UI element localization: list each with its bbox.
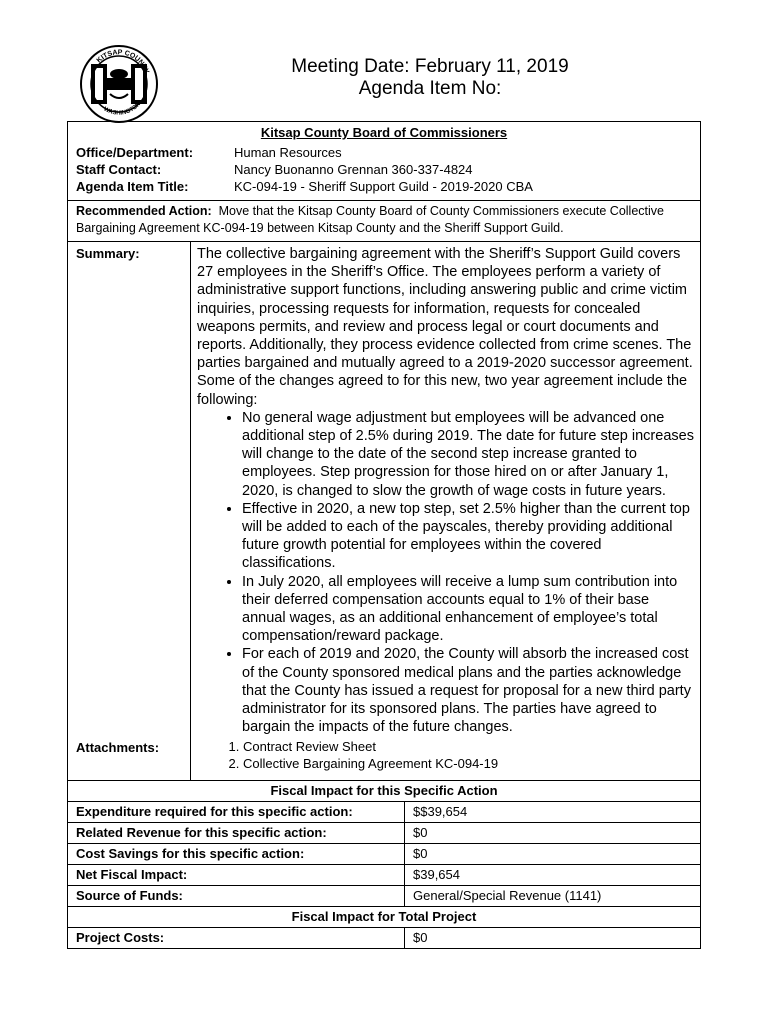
table-row xyxy=(68,886,700,906)
svg-text:WASHINGTON xyxy=(102,101,142,116)
recommended-action-text: Move that the Kitsap County Board of County Commissioners execute Collective Bargaining Agreement KC-094-19 between Kitsap County and the Sheriff Support Guild. xyxy=(76,204,664,235)
list-item: 1. Contract Review Sheet xyxy=(243,738,694,755)
agenda-item-title-value: KC-094-19 - Sheriff Support Guild - 2019-2020 CBA xyxy=(234,179,533,194)
meeting-header xyxy=(240,56,620,100)
staff-contact-value: Nancy Buonanno Grennan 360-337-4824 xyxy=(234,162,473,177)
summary-label: Summary: xyxy=(68,242,191,736)
summary-bullets xyxy=(197,409,694,737)
summary-section xyxy=(67,241,701,736)
fiscal-row-value: $$39,654 xyxy=(413,804,468,820)
list-item: • For each of 2019 and 2020, the County will absorb the increased cost of the County sponsored medical plans and the parties acknowledge that the County has issued a request for proposal for a new third party administrator for its sponsored plans. The parties have agreed to bargain the impacts of the future changes. xyxy=(242,645,694,736)
fiscal-row-label: Net Fiscal Impact: xyxy=(68,865,405,885)
attachments-body xyxy=(191,736,700,780)
table-row xyxy=(68,844,700,865)
fiscal-row-value: $39,654 xyxy=(413,867,460,883)
agenda-item-title-label: Agenda Item Title: xyxy=(76,179,189,194)
recommended-action-section xyxy=(67,200,701,241)
seal-top-text: KITSAP COUNTY xyxy=(95,49,150,75)
list-item: • In July 2020, all employees will receive a lump sum contribution into their deferred compensation accounts equal to 1% of their base annual wages, as an additional enhancement of employee’s total compensation/reward package. xyxy=(242,573,694,646)
kitsap-county-seal-logo xyxy=(79,44,159,124)
fiscal-row-label: Expenditure required for this specific action: xyxy=(68,802,405,822)
recommended-action-label: Recommended Action: xyxy=(76,204,212,218)
agenda-form xyxy=(67,121,701,949)
table-row xyxy=(68,823,700,844)
fiscal-row-label: Project Costs: xyxy=(68,928,405,948)
office-label: Office/Department: xyxy=(76,145,194,160)
board-title: Kitsap County Board of Commissioners xyxy=(260,125,508,140)
agenda-item-number: Agenda Item No: xyxy=(358,78,502,99)
fiscal-row-value: General/Special Revenue (1141) xyxy=(413,888,602,904)
staff-contact-label: Staff Contact: xyxy=(76,162,162,177)
summary-intro: The collective bargaining agreement with the Sheriff’s Support Guild covers 27 employees in the Sheriff’s Office. The employees perform a variety of administrative support functions, including answering public and crime victim inquiries, processing requests for information, requests for concealed weapons permits, and review and process legal or court documents and reports. Additionally, they process evidence collected from crime scenes. The parties bargained and mutually agreed to a 2019-2020 successor agreement. Some of the changes agreed to for this new, two year agreement include the following: xyxy=(197,246,693,408)
fiscal-row-label: Source of Funds: xyxy=(68,886,405,906)
seal-bottom-text: WASHINGTON xyxy=(102,101,143,117)
summary-body xyxy=(191,242,700,736)
fiscal-specific-section xyxy=(67,780,701,906)
fiscal-specific-title: Fiscal Impact for this Specific Action xyxy=(68,781,700,802)
fiscal-row-value: $0 xyxy=(413,930,428,946)
attachments-label: Attachments: xyxy=(68,736,191,780)
office-value: Human Resources xyxy=(234,145,342,160)
board-info-section xyxy=(67,121,701,200)
fiscal-row-label: Cost Savings for this specific action: xyxy=(68,844,405,864)
list-item: • Effective in 2020, a new top step, set 2.5% higher than the current top will be added to each of the payscales, thereby providing additional future growth potential for employees within the covered classifications. xyxy=(242,500,694,573)
fiscal-total-title: Fiscal Impact for Total Project xyxy=(68,907,700,928)
table-row xyxy=(68,802,700,823)
fiscal-row-value: $0 xyxy=(413,846,428,862)
attachments-section xyxy=(67,736,701,780)
list-item: • No general wage adjustment but employees will be advanced one additional step of 2.5% during 2019. The date for future step increases will change to the date of the second step increase granted to employees. Step progression for those hired on or after January 1, 2020, is changed to slow the growth of wage costs in future years. xyxy=(242,409,694,500)
table-row xyxy=(68,865,700,886)
attachments-list xyxy=(197,738,694,772)
table-row xyxy=(68,928,700,948)
meeting-date: Meeting Date: February 11, 2019 xyxy=(291,56,569,77)
fiscal-row-label: Related Revenue for this specific action: xyxy=(68,823,405,843)
fiscal-total-section xyxy=(67,906,701,949)
list-item: 2. Collective Bargaining Agreement KC-094-19 xyxy=(243,755,694,772)
fiscal-row-value: $0 xyxy=(413,825,428,841)
